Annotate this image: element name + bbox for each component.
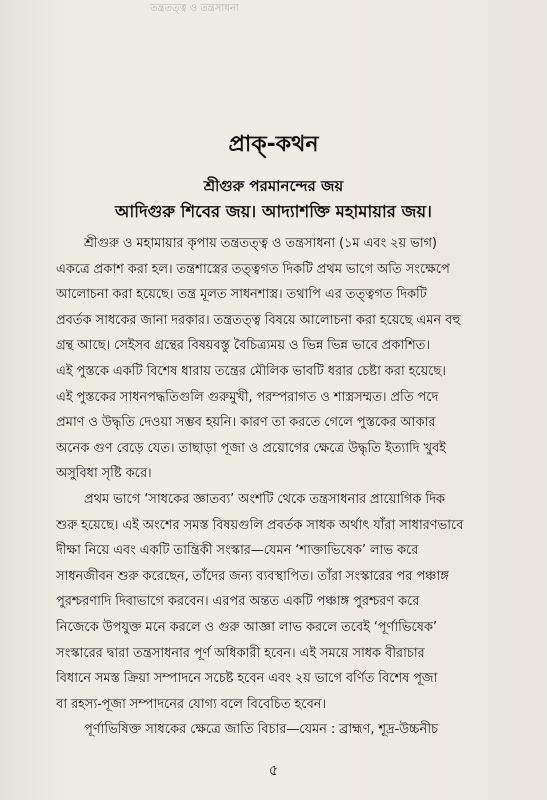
text-line: পুরশ্চরণাদি দিবাভাগে করবেন। এরপর অন্তত একটি পঞ্চাঙ্গ পুরশ্চরণ করে xyxy=(56,594,420,610)
text-line: নিজেকে উপযুক্ত মনে করলে ও গুরু আজ্ঞা লাভ করলে তবেই ‘পূর্ণাভিষেক’ xyxy=(56,619,437,635)
text-line: একত্রে প্রকাশ করা হল। তন্ত্রশাস্ত্রের তত্ত্বগত দিকটি প্রথম ভাগে অতি সংক্ষেপে xyxy=(56,261,450,277)
paragraph-2 xyxy=(56,487,501,717)
invocation-line-1: শ্রীগুরু পরমানন্দের জয় xyxy=(203,177,344,195)
page-number: ৫ xyxy=(268,761,279,779)
text-line: শুরু হয়েছে। এই অংশের সমস্ত বিষয়গুলি প্রবর্তক সাধক অর্থাৎ যাঁরা সাধারণভাবে xyxy=(56,517,464,533)
running-head: তন্ত্রতত্ত্ব ও তন্ত্রসাধনা xyxy=(150,3,239,14)
paragraph-1 xyxy=(56,231,501,487)
text-line: প্রমাণ ও উদ্ধৃতি দেওয়া সম্ভব হয়নি। কারণ তা করতে গেলে পুস্তকের আকার xyxy=(56,415,436,431)
text-line: শ্রীগুরু ও মহামায়ার কৃপায় তন্ত্রতত্ত্ব ও তন্ত্রসাধনা (১ম এবং ২য় ভাগ) xyxy=(84,236,437,251)
text-line: দীক্ষা নিয়ে এবং একটি তান্ত্রিকী সংস্কার—যেমন ‘শাক্তাভিষেক’ লাভ করে xyxy=(56,543,419,559)
text-line: আলোচনা করা হয়েছে। তন্ত্র মূলত সাধনশাস্ত্র। তথাপি এর তত্ত্বগত দিকটি xyxy=(56,287,427,303)
invocation-line-2: আদিগুরু শিবের জয়। আদ্যাশক্তি মহামায়ার জয়। xyxy=(115,202,432,221)
text-line: এই পুস্তকের সাধনপদ্ধতিগুলি গুরুমুখী, পরম্পরাগত ও শাস্ত্রসম্মত। প্রতি পদে xyxy=(56,389,439,405)
text-line: অসুবিধা সৃষ্টি করে। xyxy=(56,466,152,482)
text-line: প্রথম ভাগে ‘সাধকের জ্ঞাতব্য’ অংশটি থেকে তন্ত্রসাধনার প্রায়োগিক দিক xyxy=(84,492,445,507)
text-line: গ্রন্থ আছে। সেইসব গ্রন্থের বিষয়বস্তু বৈচিত্র্যময় ও ভিন্ন ভিন্ন ভাবে প্রকাশিত। xyxy=(56,338,430,354)
text-line: অনেক গুণ বেড়ে যেত। তাছাড়া পূজা ও প্রয়োগের ক্ষেত্রে উদ্ধৃতি ইত্যাদি খুবই xyxy=(56,440,446,456)
text-line: এই পুস্তকে একটি বিশেষ ধারায় তন্ত্রের মৌলিক ভাবটি ধরার চেষ্টা করা হয়েছে। xyxy=(56,363,446,379)
text-line: বা রহস্য-পূজা সম্পাদনের যোগ্য বলে বিবেচিত হবেন। xyxy=(56,696,326,712)
text-line: প্রবর্তক সাধকের জানা দরকার। তন্ত্রতত্ত্ব বিষয়ে আলোচনা করা হয়েছে এমন বহু xyxy=(56,312,461,328)
text-line: পূর্ণাভিষিক্ত সাধকের ক্ষেত্রে জাতি বিচার—যেমন : ব্রাহ্মণ, শূদ্র-উচ্চনীচ xyxy=(84,722,438,737)
text-line: সাধনজীবন শুরু করেছেন, তাঁদের জন্য ব্যবস্থাপিত। তাঁরা সংস্কারের পর পঞ্চাঙ্গ xyxy=(56,568,449,584)
text-line: বিধানে সমস্ত ক্রিয়া সম্পাদনে সচেষ্ট হবেন এবং ২য় ভাগে বর্ণিত বিশেষ পূজা xyxy=(56,671,438,687)
page-title: প্রাক্‌-কথন xyxy=(228,131,319,157)
paragraph-3 xyxy=(56,717,501,743)
text-line: সংস্কারের দ্বারা তন্ত্রসাধনার পূর্ণ অধিকারী হবেন। এই সময়ে সাধক বীরাচার xyxy=(56,645,425,661)
